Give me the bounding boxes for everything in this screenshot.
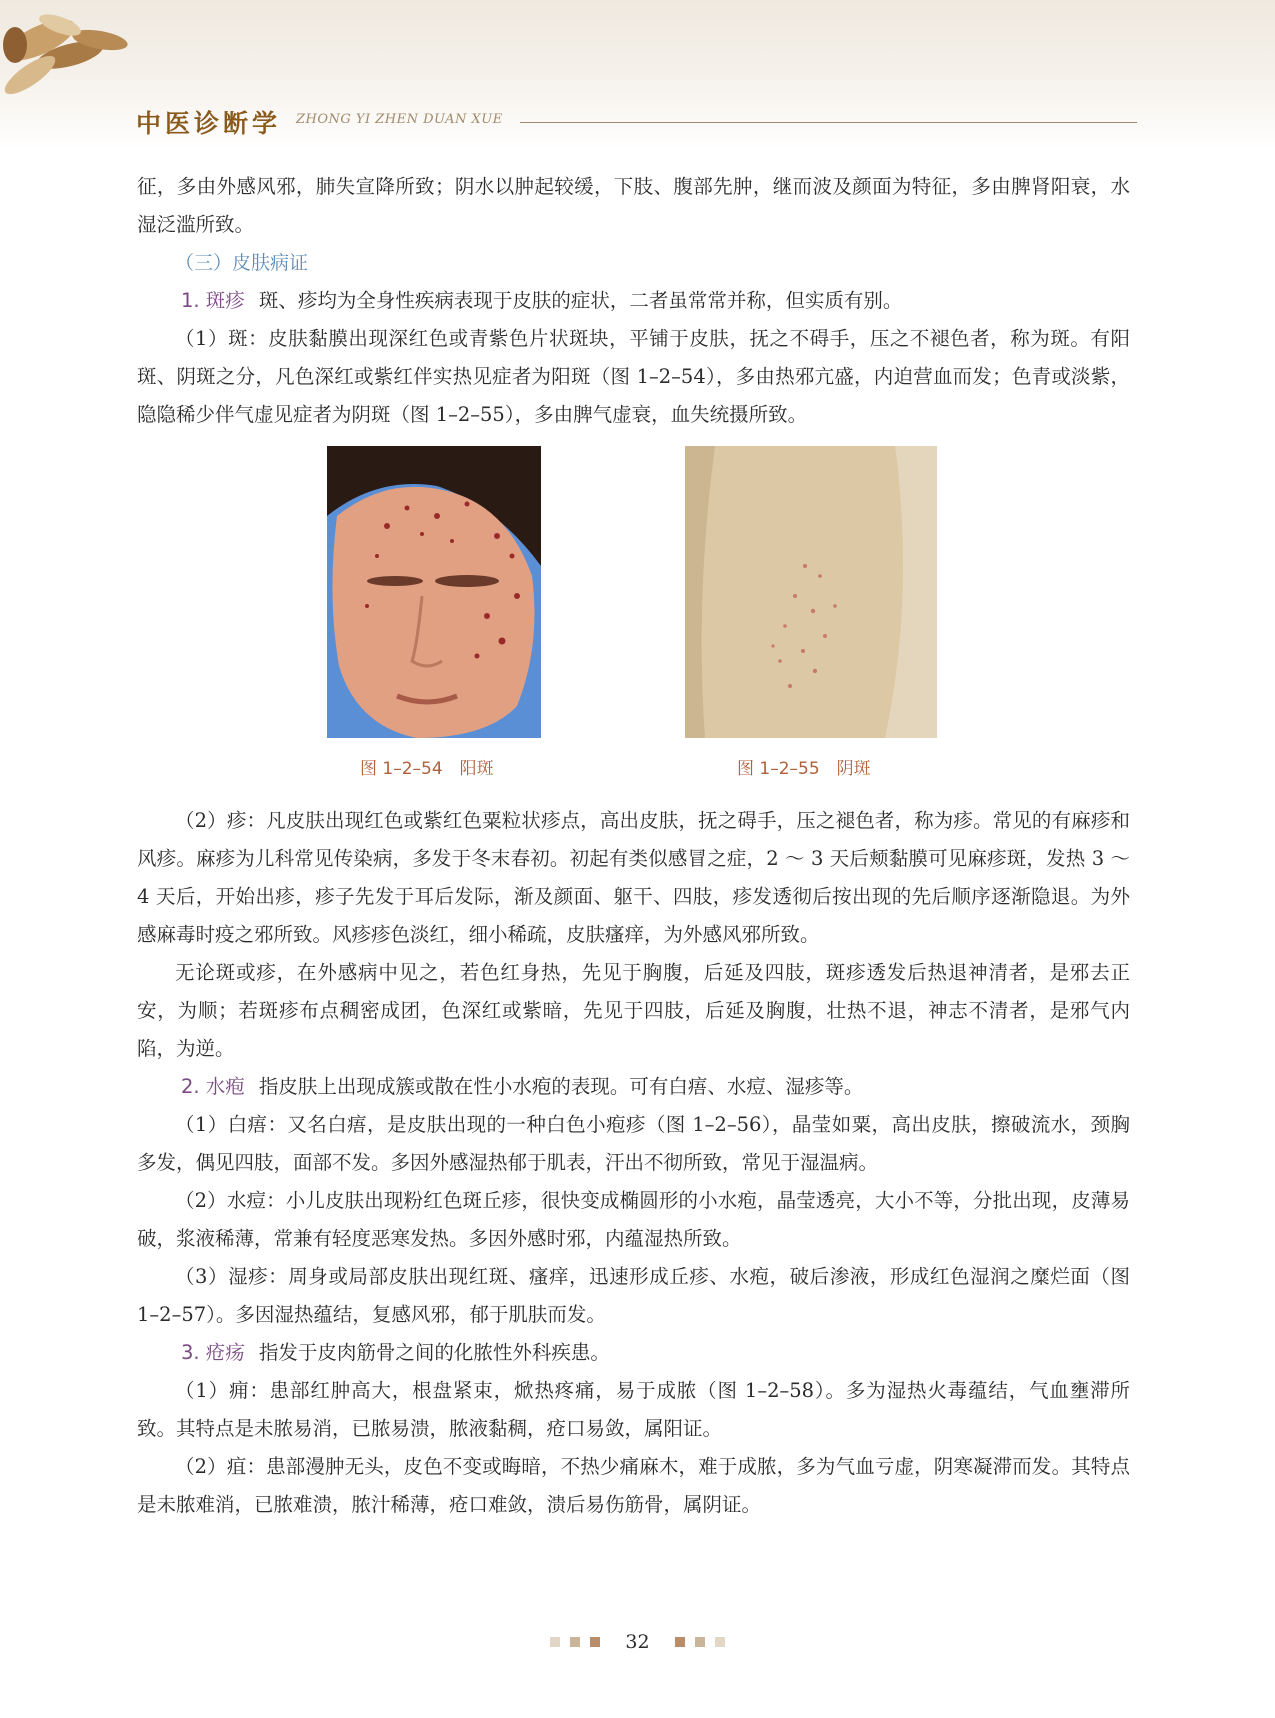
paragraph: （1）斑：皮肤黏膜出现深红色或青紫色片状斑块，平铺于皮肤，抚之不碍手，压之不褪色者，称为斑。有阳斑、阴斑之分，凡色深红或紫红伴实热见症者为阳斑（图 1–2–54），多由热邪亢盛，内迫营血而发；色青或淡紫，隐隐稀少伴气虚见症者为阴斑（图 1–2–55），多由脾气虚衰，血失统摄所致。 — [137, 327, 1130, 426]
item-paragraph — [137, 1068, 1130, 1106]
footer-square — [715, 1637, 725, 1647]
header-rule — [520, 122, 1137, 123]
paragraph: 征，多由外感风邪，肺失宣降所致；阴水以肿起较缓，下肢、腹部先肿，继而波及颜面为特征，多由脾肾阳衰，水湿泛滥所致。 — [137, 175, 1130, 236]
paragraph: （1）痈：患部红肿高大，根盘紧束，焮热疼痛，易于成脓（图 1–2–58）。多为湿热火毒蕴结，气血壅滞所致。其特点是未脓易消，已脓易溃，脓液黏稠，疮口易敛，属阳证。 — [137, 1379, 1130, 1440]
item-text: 指皮肤上出现成簇或散在性小水疱的表现。可有白痦、水痘、湿疹等。 — [258, 1075, 864, 1098]
footer-square — [675, 1637, 685, 1647]
page-body — [137, 168, 1130, 1524]
paragraph: 无论斑或疹，在外感病中见之，若色红身热，先见于胸腹，后延及四肢，斑疹透发后热退神清者，是邪去正安，为顺；若斑疹布点稠密成团，色深红或紫暗，先见于四肢，后延及胸腹，壮热不退，神志不清者，是邪气内陷，为逆。 — [137, 961, 1130, 1060]
item-paragraph — [137, 282, 1130, 320]
yang-ban-photo — [327, 446, 541, 738]
book-title-pinyin: ZHONG YI ZHEN DUAN XUE — [296, 112, 503, 127]
paragraph: （3）湿疹：周身或局部皮肤出现红斑、瘙痒，迅速形成丘疹、水疱，破后渗液，形成红色湿润之糜烂面（图 1–2–57）。多因湿热蕴结，复感风邪，郁于肌肤而发。 — [137, 1265, 1130, 1326]
figure-caption: 图 1–2–54 阳斑 — [360, 759, 494, 779]
figures-row — [137, 446, 1130, 802]
herbal-slices-decoration — [0, 0, 160, 110]
footer-square — [590, 1637, 600, 1647]
paragraph: （2）疹：凡皮肤出现红色或紫红色粟粒状疹点，高出皮肤，抚之碍手，压之褪色者，称为疹。常见的有麻疹和风疹。麻疹为儿科常见传染病，多发于冬末春初。初起有类似感冒之症，2 ～ 3 天后颊黏膜可见麻疹斑，发热 3 ～ 4 天后，开始出疹，疹子先发于耳后发际，渐及颜面、躯干、四肢，疹发透彻后按出现的先后顺序逐渐隐退。为外感麻毒时疫之邪所致。风疹疹色淡红，细小稀疏，皮肤瘙痒，为外感风邪所致。 — [137, 809, 1130, 946]
figure-caption: 图 1–2–55 阴斑 — [737, 759, 871, 779]
section-heading: （三）皮肤病证 — [175, 252, 309, 274]
item-heading: 1. 斑疹 — [181, 289, 245, 312]
footer-square — [570, 1637, 580, 1647]
item-paragraph — [137, 1334, 1130, 1372]
page-number: 32 — [625, 1631, 650, 1653]
book-title: 中医诊断学 — [136, 109, 282, 138]
item-text: 斑、疹均为全身性疾病表现于皮肤的症状，二者虽常常并称，但实质有别。 — [258, 289, 903, 312]
item-heading: 3. 疮疡 — [181, 1341, 245, 1364]
footer-square — [695, 1637, 705, 1647]
yin-ban-photo — [685, 446, 937, 738]
item-text: 指发于皮肉筋骨之间的化脓性外科疾患。 — [258, 1341, 610, 1364]
page-footer — [0, 1630, 1275, 1653]
paragraph: （2）水痘：小儿皮肤出现粉红色斑丘疹，很快变成椭圆形的小水疱，晶莹透亮，大小不等，分批出现，皮薄易破，浆液稀薄，常兼有轻度恶寒发热。多因外感时邪，内蕴湿热所致。 — [137, 1189, 1130, 1250]
paragraph: （2）疽：患部漫肿无头，皮色不变或晦暗，不热少痛麻木，难于成脓，多为气血亏虚，阴寒凝滞而发。其特点是未脓难消，已脓难溃，脓汁稀薄，疮口难敛，溃后易伤筋骨，属阴证。 — [137, 1455, 1130, 1516]
paragraph: （1）白痦：又名白痦，是皮肤出现的一种白色小疱疹（图 1–2–56），晶莹如粟，高出皮肤，擦破流水，颈胸多发，偶见四肢，面部不发。多因外感湿热郁于肌表，汗出不彻所致，常见于湿温病。 — [137, 1113, 1130, 1174]
item-heading: 2. 水疱 — [181, 1075, 245, 1098]
footer-square — [550, 1637, 560, 1647]
